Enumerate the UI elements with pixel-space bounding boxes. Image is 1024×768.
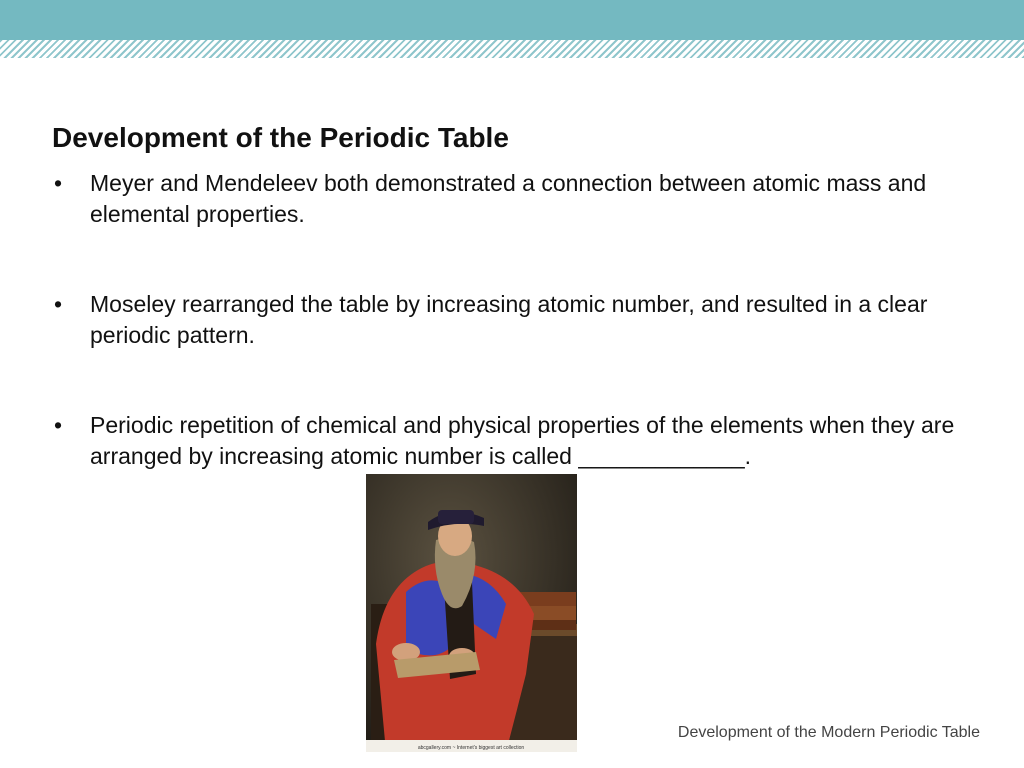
bullet-marker: • — [54, 170, 63, 196]
image-credit: abcgallery.com ~ Internet's biggest art collection — [417, 745, 525, 751]
header-hatch-band — [0, 40, 1024, 58]
header-band — [0, 0, 1024, 40]
portrait-painting-icon — [366, 474, 577, 752]
bullet-text: Meyer and Mendeleev both demonstrated a connection between atomic mass and elemental properties. — [90, 170, 927, 227]
bullet-text: Moseley rearranged the table by increasing atomic number, and resulted in a clear periodic pattern. — [90, 291, 928, 348]
bullet-marker: • — [54, 412, 63, 438]
bullet-item — [52, 289, 972, 351]
bullet-text: Periodic repetition of chemical and physical properties of the elements when they are arranged by increasing atomic number is called _____________. — [90, 412, 955, 469]
bullet-item — [52, 168, 972, 230]
slide-title: Development of the Periodic Table — [52, 122, 509, 153]
footer-caption: Development of the Modern Periodic Table — [677, 724, 980, 741]
bullet-marker: • — [54, 291, 63, 317]
bullet-item — [52, 410, 972, 472]
